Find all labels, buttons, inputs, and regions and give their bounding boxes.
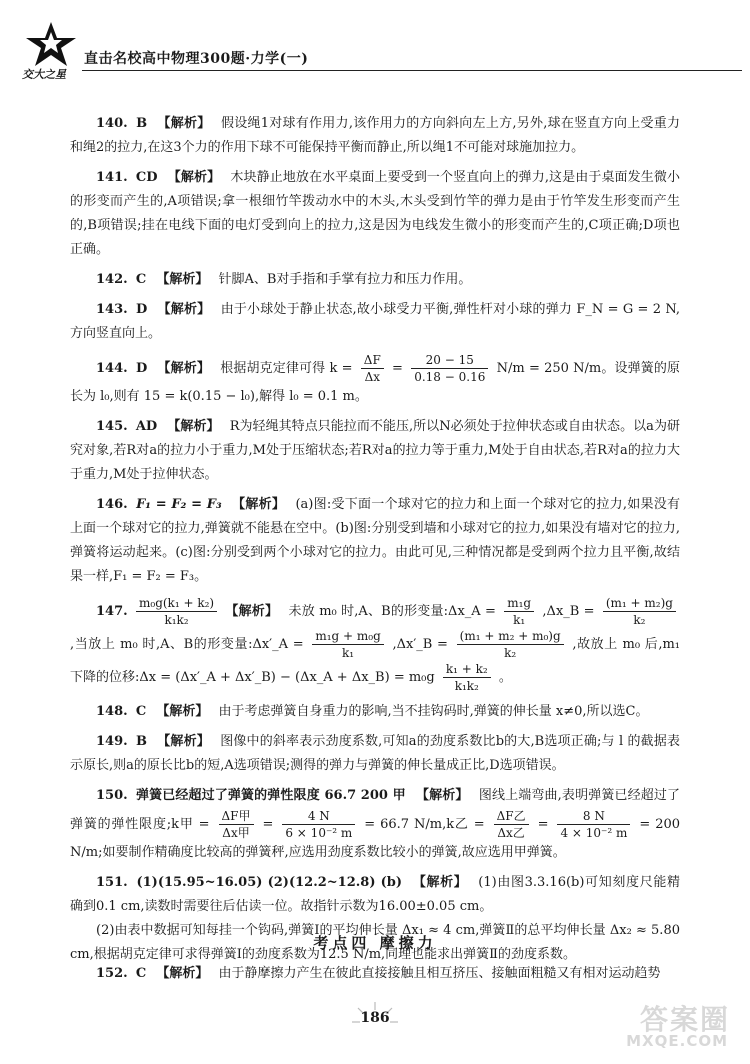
fraction <box>443 661 491 694</box>
entry-140 <box>70 112 680 160</box>
entry-answer: CD <box>135 170 158 185</box>
entry-text: = 200 N/m;如要制作精确度比较高的弹簧秤,应选用劲度系数比较小的弹簧,故应选用甲弹簧。 <box>70 817 681 860</box>
fraction <box>504 595 534 628</box>
watermark-url: MXQE.COM <box>626 1032 728 1050</box>
entry-text: 假设绳1对球有作用力,该作用力的方向斜向左上方,另外,球在竖直方向上受重力和绳2的拉力,在这3个力的作用下球不可能保持平衡而静止,所以绳1不可能对球施加拉力。 <box>70 116 680 155</box>
fraction <box>361 352 384 385</box>
entry-text: 根据胡克定律可得 k = <box>220 361 353 376</box>
equals-sign: = <box>392 361 403 376</box>
fraction <box>411 352 488 385</box>
entry-text: ,Δx′_B = <box>392 637 448 652</box>
entry-142 <box>70 268 680 292</box>
denominator: k₂ <box>504 646 517 660</box>
analysis-tag: 【解析】 <box>157 361 210 376</box>
entry-answer: AD <box>135 419 158 434</box>
entry-text: 由于静摩擦力产生在彼此直接接触且相互挤压、接触面粗糙又有相对运动趋势 <box>218 966 661 981</box>
entry-141 <box>70 166 680 262</box>
fraction <box>603 595 676 628</box>
entry-text: (a)图:受下面一个球对它的拉力和上面一个球对它的拉力,如果没有上面一个球对它的拉力,弹簧就不能悬在空中。(b)图:分别受到墙和小球对它的拉力,如果没有墙对它的拉力,弹簧将运动起来。(c)图:分别受到两个小球对它的拉力。由此可见,三种情况都是受到两个拉力且平衡,故结果一样,F₁ = F₂ = F₃。 <box>70 497 680 584</box>
entry-number: 150. <box>96 788 128 803</box>
analysis-tag: 【解析】 <box>225 604 279 619</box>
entry-text: = 66.7 N/m,k乙 = <box>364 817 485 832</box>
entry-text: 由于考虑弹簧自身重力的影响,当不挂钩码时,弹簧的伸长量 x≠0,所以选C。 <box>218 704 649 719</box>
star-logo-icon <box>22 20 80 68</box>
fraction <box>494 808 529 841</box>
section-title: 考点四 摩擦力 <box>313 934 437 952</box>
entry-152 <box>70 962 680 986</box>
equals-sign: = <box>537 817 549 832</box>
analysis-tag: 【解析】 <box>156 704 209 719</box>
entry-answer: B <box>136 116 148 131</box>
analysis-tag: 【解析】 <box>232 497 286 512</box>
entry-number: 143. <box>96 302 128 317</box>
entry-answer: C <box>135 966 147 981</box>
entry-146 <box>70 493 680 589</box>
entry-number: 149. <box>96 734 128 749</box>
denominator: k₁ <box>342 646 355 660</box>
denominator: k₂ <box>633 613 646 627</box>
denominator: k₁ <box>513 613 526 627</box>
numerator: m₁g + m₀g <box>312 628 383 645</box>
page-number: 186 <box>360 1010 390 1026</box>
entry-number: 141. <box>96 170 128 185</box>
equals-sign: = <box>262 817 274 832</box>
numerator: 4 N <box>282 808 355 825</box>
fraction <box>312 628 383 661</box>
entry-149 <box>70 730 680 778</box>
denominator: k₁k₂ <box>454 679 479 693</box>
fraction <box>219 808 254 841</box>
header-rule <box>82 70 742 71</box>
entry-text: 针脚A、B对手指和手掌有拉力和压力作用。 <box>218 272 472 287</box>
entry-paragraph: (2)由表中数据可知每挂一个钩码,弹簧Ⅰ的平均伸长量 Δx₁ ≈ 4 cm,弹簧Ⅱ的总平均伸长量 Δx₂ ≈ 5.80 cm,根据胡克定律可求得弹簧Ⅰ的劲度系数为12.5 N/m,同理也能求出弹簧Ⅱ的劲度系数。 <box>70 923 680 962</box>
denominator: 6 × 10⁻² m <box>285 826 353 840</box>
entry-text: 图线上端弯曲,表明弹簧已经超过了弹簧的弹性限度;k甲 = <box>70 788 681 832</box>
denominator: Δx <box>364 370 380 384</box>
analysis-tag: 【解析】 <box>157 302 211 317</box>
page-header <box>0 0 750 88</box>
entry-text: R为轻绳其特点只能拉而不能压,所以N必须处于拉伸状态或自由状态。以a为研究对象,若R对a的拉力小于重力,M处于压缩状态;若R对a的拉力等于重力,M处于自由状态,若R对a的拉力大于重力,M处于拉伸状态。 <box>70 419 680 482</box>
analysis-tag: 【解析】 <box>412 875 468 890</box>
entry-text: ,当放上 m₀ 时,A、B的形变量:Δx′_A = <box>70 637 304 652</box>
entry-text: (1)由图3.3.16(b)可知刻度尺能精确到0.1 cm,读数时需要往后估读一位。故指针示数为16.00±0.05 cm。 <box>70 875 681 914</box>
numerator: m₁g <box>504 595 534 612</box>
analysis-tag: 【解析】 <box>167 170 221 185</box>
entry-144 <box>70 352 680 409</box>
entry-answer: D <box>135 361 148 376</box>
analysis-tag: 【解析】 <box>416 788 469 803</box>
entry-answer: 弹簧已经超过了弹簧的弹性限度 66.7 200 甲 <box>135 788 406 803</box>
fraction <box>282 808 355 841</box>
page-number-badge <box>348 1000 402 1040</box>
answer-fraction <box>136 595 217 628</box>
entry-answer: D <box>136 302 148 317</box>
entry-text: ,Δx_B = <box>542 604 595 619</box>
entry-150 <box>70 784 680 865</box>
fraction <box>557 808 630 841</box>
entry-number: 140. <box>96 116 128 131</box>
entry-answer: B <box>135 734 147 749</box>
entry-145 <box>70 415 680 487</box>
entry-number: 142. <box>96 272 128 287</box>
answer-body <box>70 112 680 973</box>
denominator: 0.18 − 0.16 <box>414 370 486 384</box>
numerator: ΔF乙 <box>494 808 529 825</box>
entry-answer: F₁ = F₂ = F₃ <box>136 497 222 512</box>
entry-148 <box>70 700 680 724</box>
numerator: 20 − 15 <box>411 352 488 369</box>
watermark <box>590 998 740 1056</box>
analysis-tag: 【解析】 <box>157 734 210 749</box>
entry-147 <box>70 595 680 694</box>
analysis-tag: 【解析】 <box>167 419 220 434</box>
analysis-tag: 【解析】 <box>156 966 209 981</box>
analysis-tag: 【解析】 <box>157 116 211 131</box>
logo-text: 交大之星 <box>22 68 66 81</box>
entry-number: 146. <box>96 497 128 512</box>
entry-answer: (1)(15.95~16.05) (2)(12.2~12.8) (b) <box>136 875 403 890</box>
entry-answer: C <box>135 272 147 287</box>
entry-text: 未放 m₀ 时,A、B的形变量:Δx_A = <box>288 604 496 619</box>
denominator: Δx乙 <box>497 826 525 840</box>
denominator: 4 × 10⁻² m <box>560 826 628 840</box>
series-title: 直击名校高中物理300题·力学(一) <box>84 51 309 67</box>
watermark-text: 答案圈 <box>639 1003 730 1036</box>
entry-text: 木块静止地放在水平桌面上要受到一个竖直向上的弹力,这是由于桌面发生微小的形变而产生的,A项错误;拿一根细竹竿拨动水中的木头,木头受到竹竿的弹力是由于竹竿发生形变而产生的,B项错误;挂在电线下面的电灯受到向上的拉力,这是因为电线发生微小的形变而产生的,C项正确;D项也正确。 <box>70 170 680 257</box>
denominator: Δx甲 <box>222 826 250 840</box>
denominator: k₁k₂ <box>164 613 189 627</box>
fraction <box>457 628 564 661</box>
entry-number: 147. <box>96 604 128 619</box>
entry-text: 图像中的斜率表示劲度系数,可知a的劲度系数比b的大,B选项正确;与 l 的截据表示原长,则a的原长比b的短,A选项错误;测得的弹力与弹簧的伸长量成正比,D选项错误。 <box>70 734 680 773</box>
numerator: (m₁ + m₂ + m₀)g <box>457 628 564 645</box>
entry-text: ,故放上 m₀ 后,m₁ 下降的位移:Δx = (Δx′_A + Δx′_B) − (Δx_A + Δx_B) = m₀g <box>70 637 681 685</box>
numerator: (m₁ + m₂)g <box>603 595 676 612</box>
entry-number: 144. <box>96 361 128 376</box>
numerator: ΔF <box>361 352 384 369</box>
entry-number: 148. <box>96 704 128 719</box>
entry-number: 151. <box>96 875 128 890</box>
entry-text: N/m = 250 N/m。设弹簧的原长为 l₀,则有 15 = k(0.15 − l₀),解得 l₀ = 0.1 m。 <box>70 361 680 404</box>
analysis-tag: 【解析】 <box>156 272 209 287</box>
numerator: 8 N <box>557 808 630 825</box>
entry-number: 145. <box>96 419 128 434</box>
numerator: k₁ + k₂ <box>443 661 491 678</box>
numerator: m₀g(k₁ + k₂) <box>136 595 217 612</box>
entry-number: 152. <box>96 966 128 981</box>
numerator: ΔF甲 <box>219 808 254 825</box>
entry-text: 由于小球处于静止状态,故小球受力平衡,弹性杆对小球的弹力 F_N = G = 2 N,方向竖直向上。 <box>70 302 681 341</box>
entry-143 <box>70 298 680 346</box>
entry-answer: C <box>135 704 147 719</box>
entry-text: 。 <box>498 670 512 685</box>
